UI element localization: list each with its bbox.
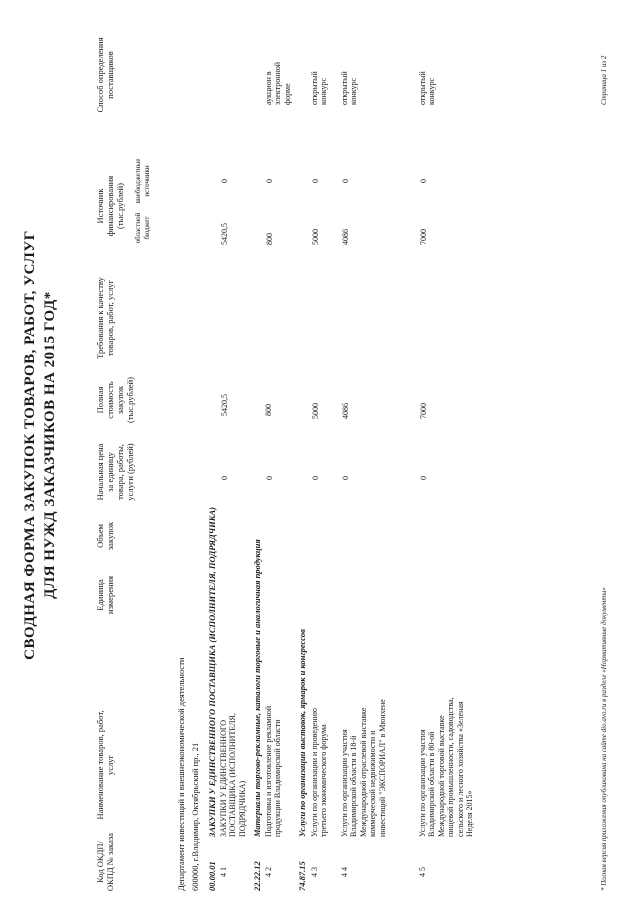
header-name: Наименование товаров, работ, услуг: [95, 710, 115, 820]
row-method: аукцион в электронной форме: [264, 61, 292, 105]
section-title: Услуги по организации выставок, ярмарок и конгрессов: [297, 629, 307, 837]
page-number: Страница 1 из 2: [600, 55, 608, 105]
row-start-price: 0: [419, 476, 428, 480]
section-total: 800: [264, 404, 273, 416]
row-regional-budget: 5420,5: [220, 223, 229, 245]
section-title: ЗАКУПКИ У ЕДИНСТВЕННОГО ПОСТАВЩИКА (ИСПОЛНИТЕЛЯ, ПОДРЯДЧИКА): [207, 506, 217, 837]
row-extra-budget: 0: [341, 179, 350, 183]
row-name: Подготовка и изготовление рекламной продукции Владимирской области: [264, 705, 283, 837]
row-total-cost: 5000: [311, 403, 320, 419]
header-method: Способ определения поставщиков: [95, 37, 115, 113]
row-start-price: 0: [265, 476, 274, 480]
row-method: открытый конкурс: [418, 71, 437, 105]
form-title-line2: ДЛЯ НУЖД ЗАКАЗЧИКОВ НА 2015 ГОД*: [42, 291, 58, 599]
section-code: 22.22.12: [252, 861, 262, 891]
row-number: 4 1: [219, 867, 228, 877]
row-name: Услуги по организации участия Владимирской области в 18-й Международной отраслевой выставке коммерческой недвижимости и инвестиций "ЭКСПОРИАЛ" в Мюнхене: [340, 699, 387, 837]
row-regional-budget: 5000: [311, 229, 320, 245]
row-total-cost: 7000: [419, 403, 428, 419]
row-extra-budget: 0: [265, 179, 274, 183]
row-start-price: 0: [220, 476, 229, 480]
header-start-price: Начальная цена за единицу товара, работы, услуги (рублей): [95, 443, 135, 501]
header-code: Код ОКДП/ ОКПД № заказа: [95, 832, 115, 892]
row-number: 4 2: [264, 867, 273, 877]
header-financing-extra: внебюджетные источники: [134, 158, 151, 204]
row-name: Услуги по организации и проведению третьего экономического форума: [310, 708, 329, 837]
row-number: 4 3: [310, 867, 319, 877]
row-name: ЗАКУПКИ У ЕДИНСТВЕННОГО ПОСТАВЩИКА (ИСПОЛНИТЕЛЯ, ПОДРЯДЧИКА): [219, 713, 247, 837]
footnote: * Полная версия приложения опубликована на сайте dio.avo.ru в разделе «Нормативные документы»: [600, 587, 608, 891]
row-method: открытый конкурс: [310, 71, 329, 105]
row-extra-budget: 0: [311, 179, 320, 183]
row-start-price: 0: [341, 476, 350, 480]
section-total: 5420,5: [220, 394, 229, 416]
row-regional-budget: 7000: [419, 229, 428, 245]
row-number: 4 4: [340, 867, 349, 877]
row-extra-budget: 0: [419, 179, 428, 183]
header-volume: Объем закупок: [95, 521, 115, 551]
row-regional-budget: 800: [265, 233, 274, 245]
row-method: открытый конкурс: [340, 71, 359, 105]
section-code: 00.00.01: [207, 861, 217, 891]
row-total-cost: 4086: [341, 403, 350, 419]
header-requirements: Требования к качеству товаров, работ, услуг: [95, 277, 115, 359]
form-title-line1: СВОДНАЯ ФОРМА ЗАКУПОК ТОВАРОВ, РАБОТ, УСЛУГ: [22, 230, 38, 660]
customer-name: Департамент инвестиций и внешнеэкономической деятельности: [176, 657, 186, 891]
header-total-cost: Полная стоимость закупок (тыс.рублей): [95, 377, 135, 423]
header-financing-regional: областной бюджет: [134, 212, 151, 244]
header-financing: Источник финансирования (тыс.рублей): [95, 175, 125, 237]
section-code: 74.87.15: [297, 861, 307, 891]
row-name: Услуги по организации участия Владимирской области в 80-ой Международной торговой выставке пищевой промышленности, садоводства, сельского и лесного хозяйства «Зеленая Неделя 2015»: [418, 697, 475, 837]
customer-address: 600000, г.Владимир, Октябрьский пр., 21: [190, 742, 200, 891]
section-title: Материалы торгово-рекламные, каталоги торговые и аналогичная продукция: [252, 539, 262, 837]
row-regional-budget: 4086: [341, 229, 350, 245]
row-extra-budget: 0: [220, 179, 229, 183]
row-number: 4 5: [418, 867, 427, 877]
header-unit: Единица измерения: [95, 576, 115, 614]
row-start-price: 0: [311, 476, 320, 480]
